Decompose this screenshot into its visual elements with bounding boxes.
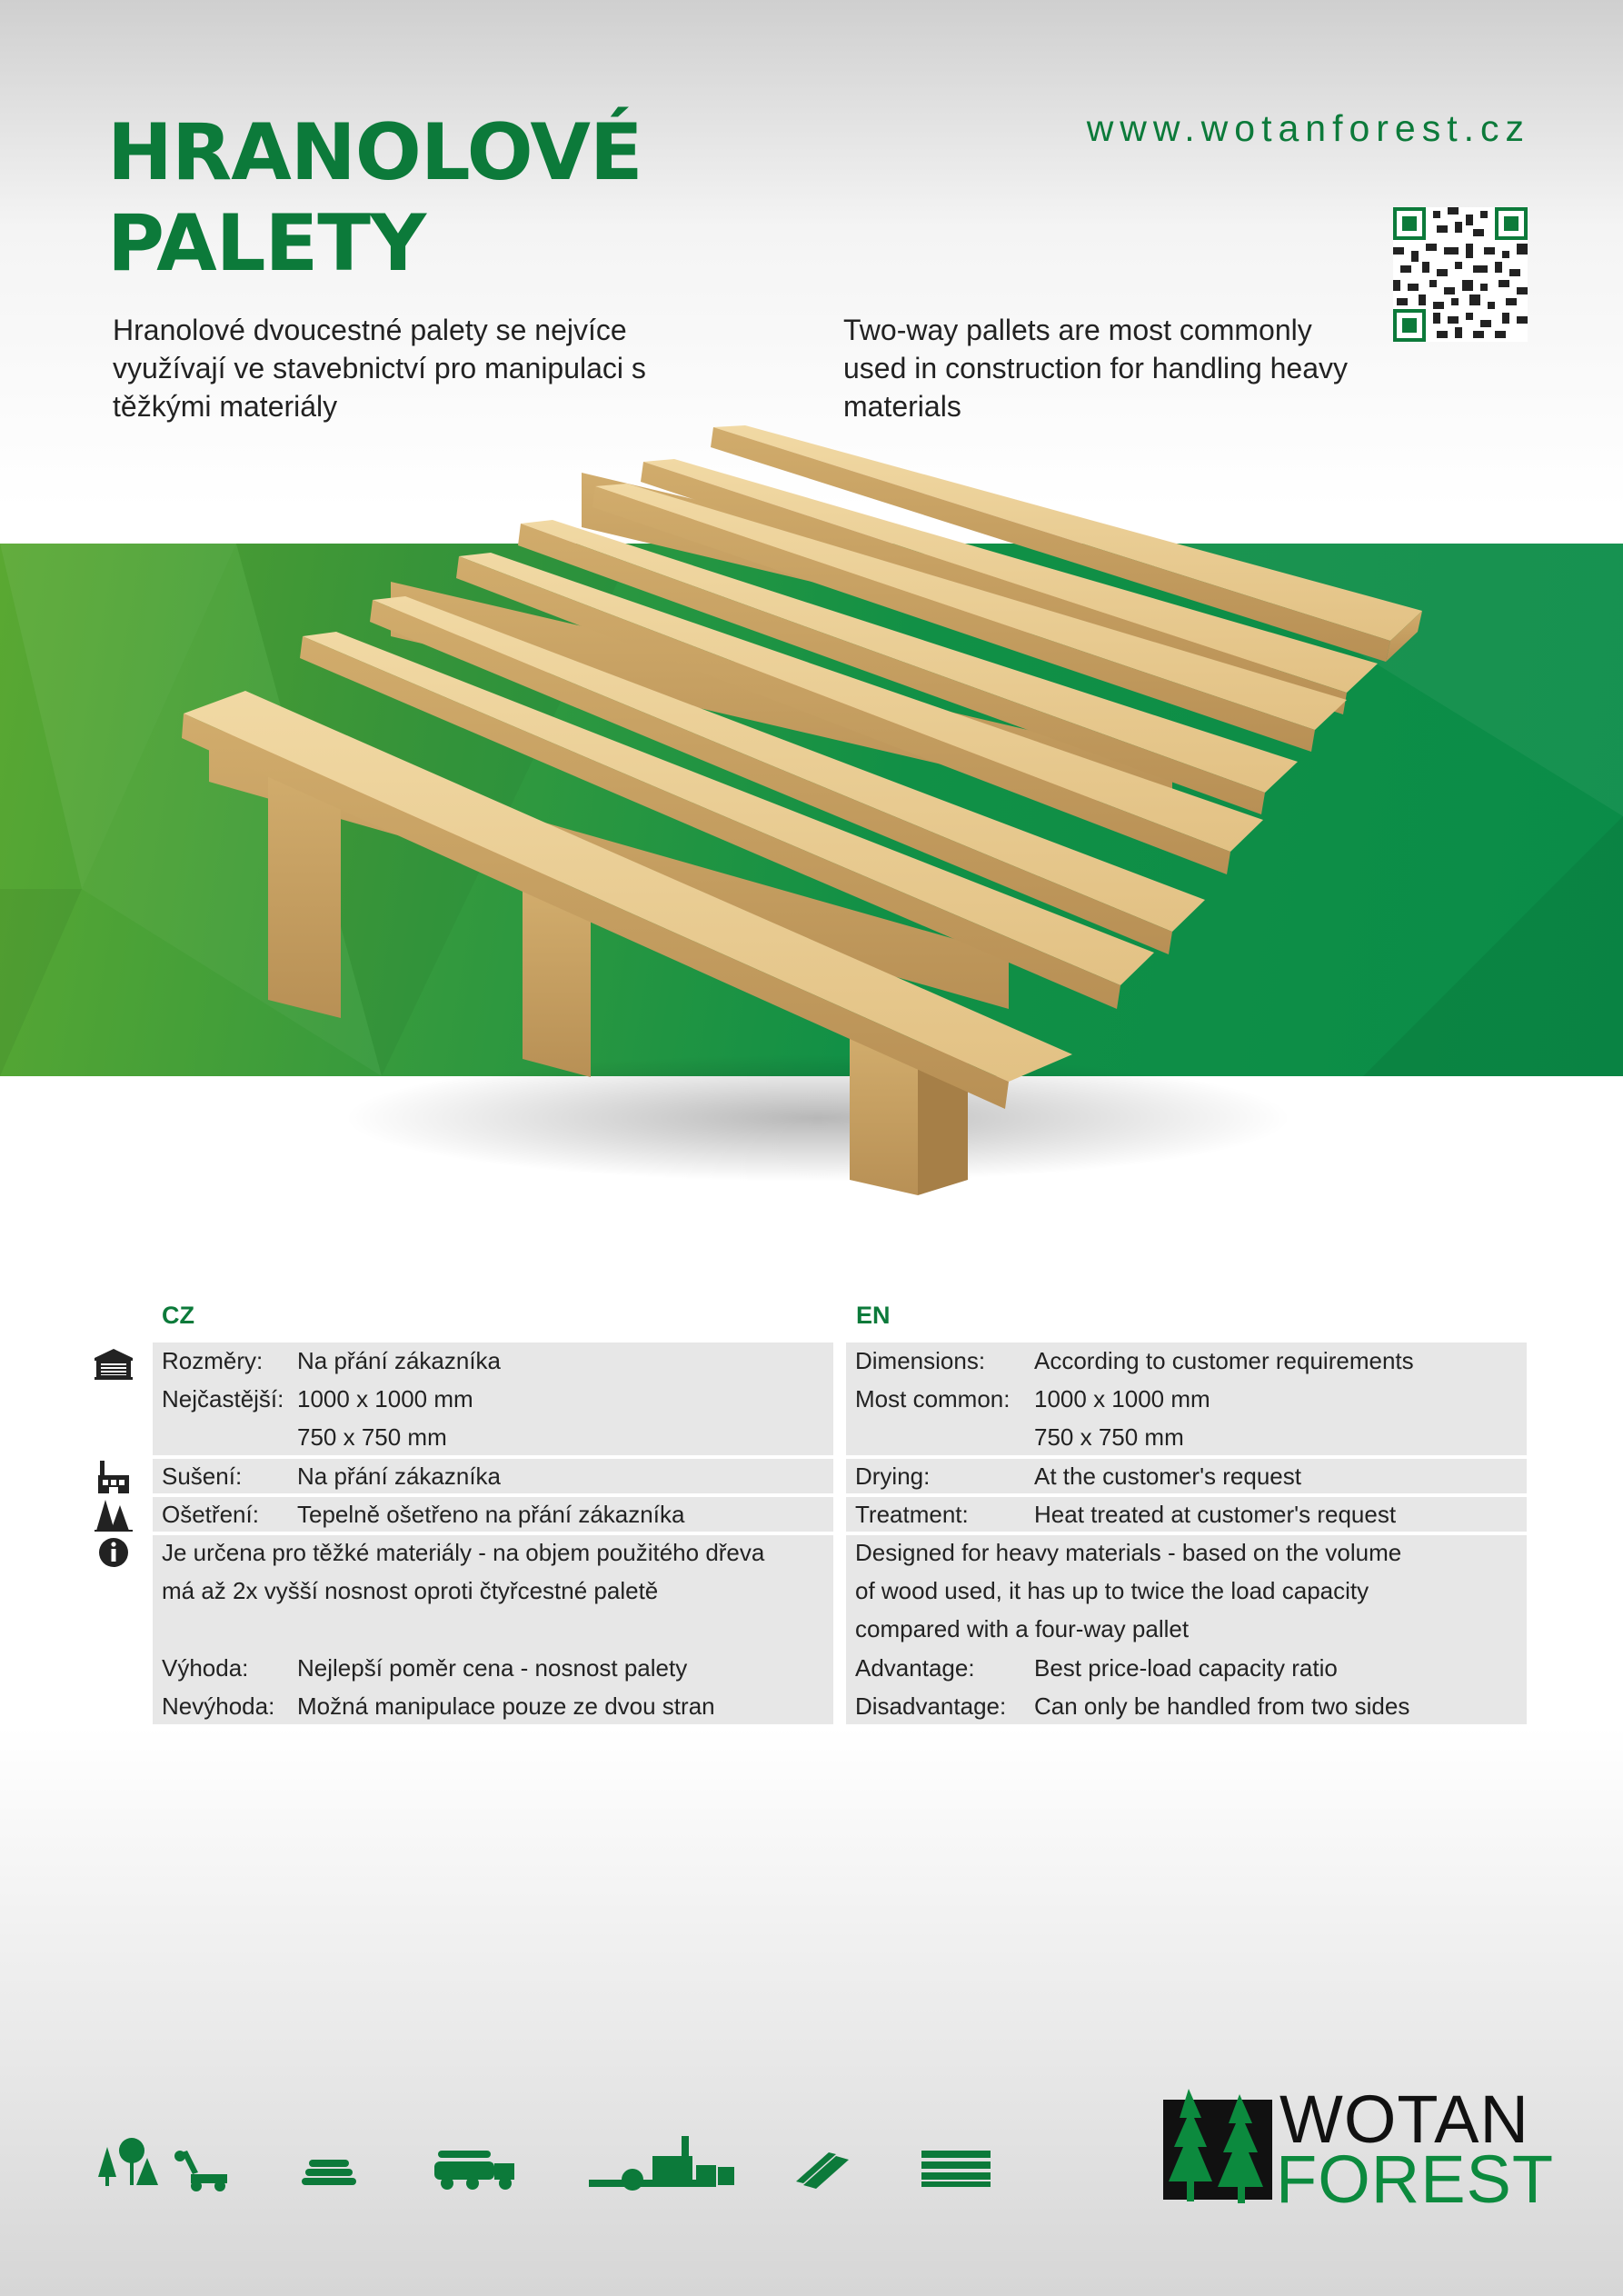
info-line-2-en: of wood used, it has up to twice the load capacity xyxy=(855,1577,1369,1604)
advantage-value-cz: Nejlepší poměr cena - nosnost palety xyxy=(297,1654,688,1682)
dimensions-value-en: According to customer requirements xyxy=(1034,1347,1414,1374)
treatment-value-cz: Tepelně ošetřeno na přání zákazníka xyxy=(297,1501,685,1528)
section-heading-en: EN xyxy=(856,1302,891,1329)
disadvantage-value-cz: Možná manipulace pouze ze dvou stran xyxy=(297,1692,715,1720)
dimensions-label-en: Dimensions: xyxy=(855,1347,986,1374)
drying-value-cz: Na přání zákazníka xyxy=(297,1462,502,1490)
intro-text-en: Two-way pallets are most commonly used in construction for handling heavy materials xyxy=(843,314,1349,423)
pallet-image xyxy=(0,400,1623,1218)
logs-icon xyxy=(302,2160,356,2185)
drying-label-cz: Sušení: xyxy=(162,1462,243,1490)
common-label-en: Most common: xyxy=(855,1385,1011,1413)
info-line-3-en: compared with a four-way pallet xyxy=(855,1615,1190,1642)
logo-text-forest: FOREST xyxy=(1276,2141,1555,2217)
forest-harvester-icon xyxy=(98,2138,227,2191)
disadvantage-value-en: Can only be handled from two sides xyxy=(1034,1692,1410,1720)
timber-truck-icon xyxy=(434,2151,514,2190)
treatment-label-en: Treatment: xyxy=(855,1501,969,1528)
logo-text-wotan: WOTAN xyxy=(1279,2081,1529,2157)
qr-code-icon[interactable] xyxy=(1393,207,1528,342)
common-label-cz: Nejčastější: xyxy=(162,1385,284,1413)
lumber-icon xyxy=(796,2152,849,2189)
common-value-1-cz: 1000 x 1000 mm xyxy=(297,1385,473,1413)
intro-text-cz: Hranolové dvoucestné palety se nejvíce využívají ve stavebnictví pro manipulaci s těžkými materiály xyxy=(113,314,646,423)
title-line-1: HRANOLOVÉ xyxy=(107,107,642,198)
page-title xyxy=(107,107,642,289)
disadvantage-label-en: Disadvantage: xyxy=(855,1692,1007,1720)
common-value-2-en: 750 x 750 mm xyxy=(1034,1423,1184,1451)
treatment-label-cz: Ošetření: xyxy=(162,1501,259,1528)
common-value-2-cz: 750 x 750 mm xyxy=(297,1423,447,1451)
advantage-label-cz: Výhoda: xyxy=(162,1654,249,1682)
common-value-1-en: 1000 x 1000 mm xyxy=(1034,1385,1210,1413)
trees-icon xyxy=(93,1496,134,1532)
title-line-2: PALETY xyxy=(107,198,426,289)
advantage-value-en: Best price-load capacity ratio xyxy=(1034,1654,1338,1682)
dimensions-label-cz: Rozměry: xyxy=(162,1347,264,1374)
warehouse-icon xyxy=(93,1345,134,1382)
drying-value-en: At the customer's request xyxy=(1034,1462,1301,1490)
info-line-1-cz: Je určena pro těžké materiály - na objem použitého dřeva xyxy=(162,1539,765,1566)
info-line-1-en: Designed for heavy materials - based on the volume xyxy=(855,1539,1402,1566)
info-line-2-cz: má až 2x vyšší nosnost oproti čtyřcestné paletě xyxy=(162,1577,659,1604)
factory-icon xyxy=(93,1459,134,1495)
website-link[interactable]: www.wotanforest.cz xyxy=(1086,107,1530,149)
advantage-label-en: Advantage: xyxy=(855,1654,975,1682)
section-heading-cz: CZ xyxy=(162,1302,194,1329)
disadvantage-label-cz: Nevýhoda: xyxy=(162,1692,275,1720)
drying-label-en: Drying: xyxy=(855,1462,931,1490)
sawmill-icon xyxy=(589,2136,734,2191)
treatment-value-en: Heat treated at customer's request xyxy=(1034,1501,1397,1528)
info-icon xyxy=(93,1534,134,1571)
dimensions-value-cz: Na přání zákazníka xyxy=(297,1347,502,1374)
pallet-stack-icon xyxy=(921,2151,991,2187)
footer-icons xyxy=(91,2109,1000,2200)
